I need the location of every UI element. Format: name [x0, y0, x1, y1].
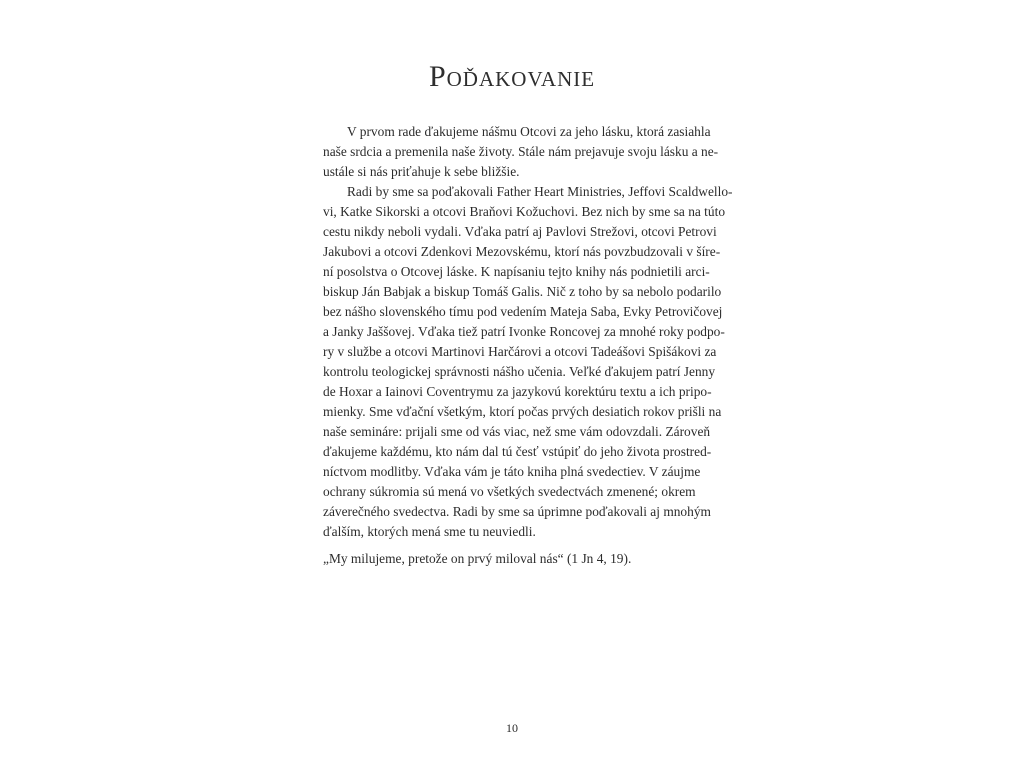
- text-line: ďalším, ktorých mená sme tu neuviedli.: [323, 524, 536, 539]
- text-line: mienky. Sme vďační všetkým, ktorí počas prvých desiatich rokov prišli na: [323, 404, 722, 419]
- quote-line: „My milujeme, pretože on prvý miloval nás“ (1 Jn 4, 19).: [323, 551, 632, 566]
- page-title: Poďakovanie: [428, 60, 596, 93]
- text-line: ustále si nás priťahuje k sebe bližšie.: [323, 164, 520, 179]
- text-line: V prvom rade ďakujeme nášmu Otcovi za jeho lásku, ktorá zasiahla: [347, 124, 711, 139]
- page-number: 10: [506, 721, 518, 735]
- text-line: cestu nikdy neboli vydali. Vďaka patrí aj Pavlovi Strežovi, otcovi Petrovi: [323, 224, 717, 239]
- text-line: a Janky Jaššovej. Vďaka tiež patrí Ivonke Roncovej za mnohé roky podpo-: [323, 324, 725, 339]
- text-line: de Hoxar a Iainovi Coventrymu za jazykovú korektúru textu a ich pripo-: [323, 384, 712, 399]
- text-line: Jakubovi a otcovi Zdenkovi Mezovskému, ktorí nás povzbudzovali v šíre-: [323, 244, 721, 259]
- paragraph-gap: [323, 542, 695, 549]
- text-line: Radi by sme sa poďakovali Father Heart Ministries, Jeffovi Scaldwello-: [347, 184, 733, 199]
- text-line: vi, Katke Sikorski a otcovi Braňovi Kožuchovi. Bez nich by sme sa na túto: [323, 204, 726, 219]
- bible-quote: [323, 549, 695, 569]
- acknowledgements-body: [323, 122, 733, 569]
- text-line: naše srdcia a premenila naše životy. Stále nám prejavuje svoju lásku a ne-: [323, 144, 719, 159]
- text-line: ochrany súkromia sú mená vo všetkých svedectvách zmenené; okrem: [323, 484, 696, 499]
- paragraph-2: [323, 182, 733, 542]
- text-line: ďakujeme každému, kto nám dal tú česť vstúpiť do jeho života prostred-: [323, 444, 712, 459]
- text-line: biskup Ján Babjak a biskup Tomáš Galis. Nič z toho by sa nebolo podarilo: [323, 284, 722, 299]
- text-line: ní posolstva o Otcovej láske. K napísaniu tejto knihy nás podnietili arci-: [323, 264, 710, 279]
- text-line: bez nášho slovenského tímu pod vedením Mateja Saba, Evky Petrovičovej: [323, 304, 723, 319]
- text-line: ry v službe a otcovi Martinovi Harčárovi a otcovi Tadeášovi Spišákovi za: [323, 344, 717, 359]
- paragraph-1: [323, 122, 719, 182]
- text-line: naše semináre: prijali sme od vás viac, než sme vám odovzdali. Zároveň: [323, 424, 711, 439]
- text-line: kontrolu teologickej správnosti nášho učenia. Veľké ďakujem patrí Jenny: [323, 364, 716, 379]
- text-line: záverečného svedectva. Radi by sme sa úprimne poďakovali aj mnohým: [323, 504, 711, 519]
- text-line: níctvom modlitby. Vďaka vám je táto kniha plná svedectiev. V záujme: [323, 464, 701, 479]
